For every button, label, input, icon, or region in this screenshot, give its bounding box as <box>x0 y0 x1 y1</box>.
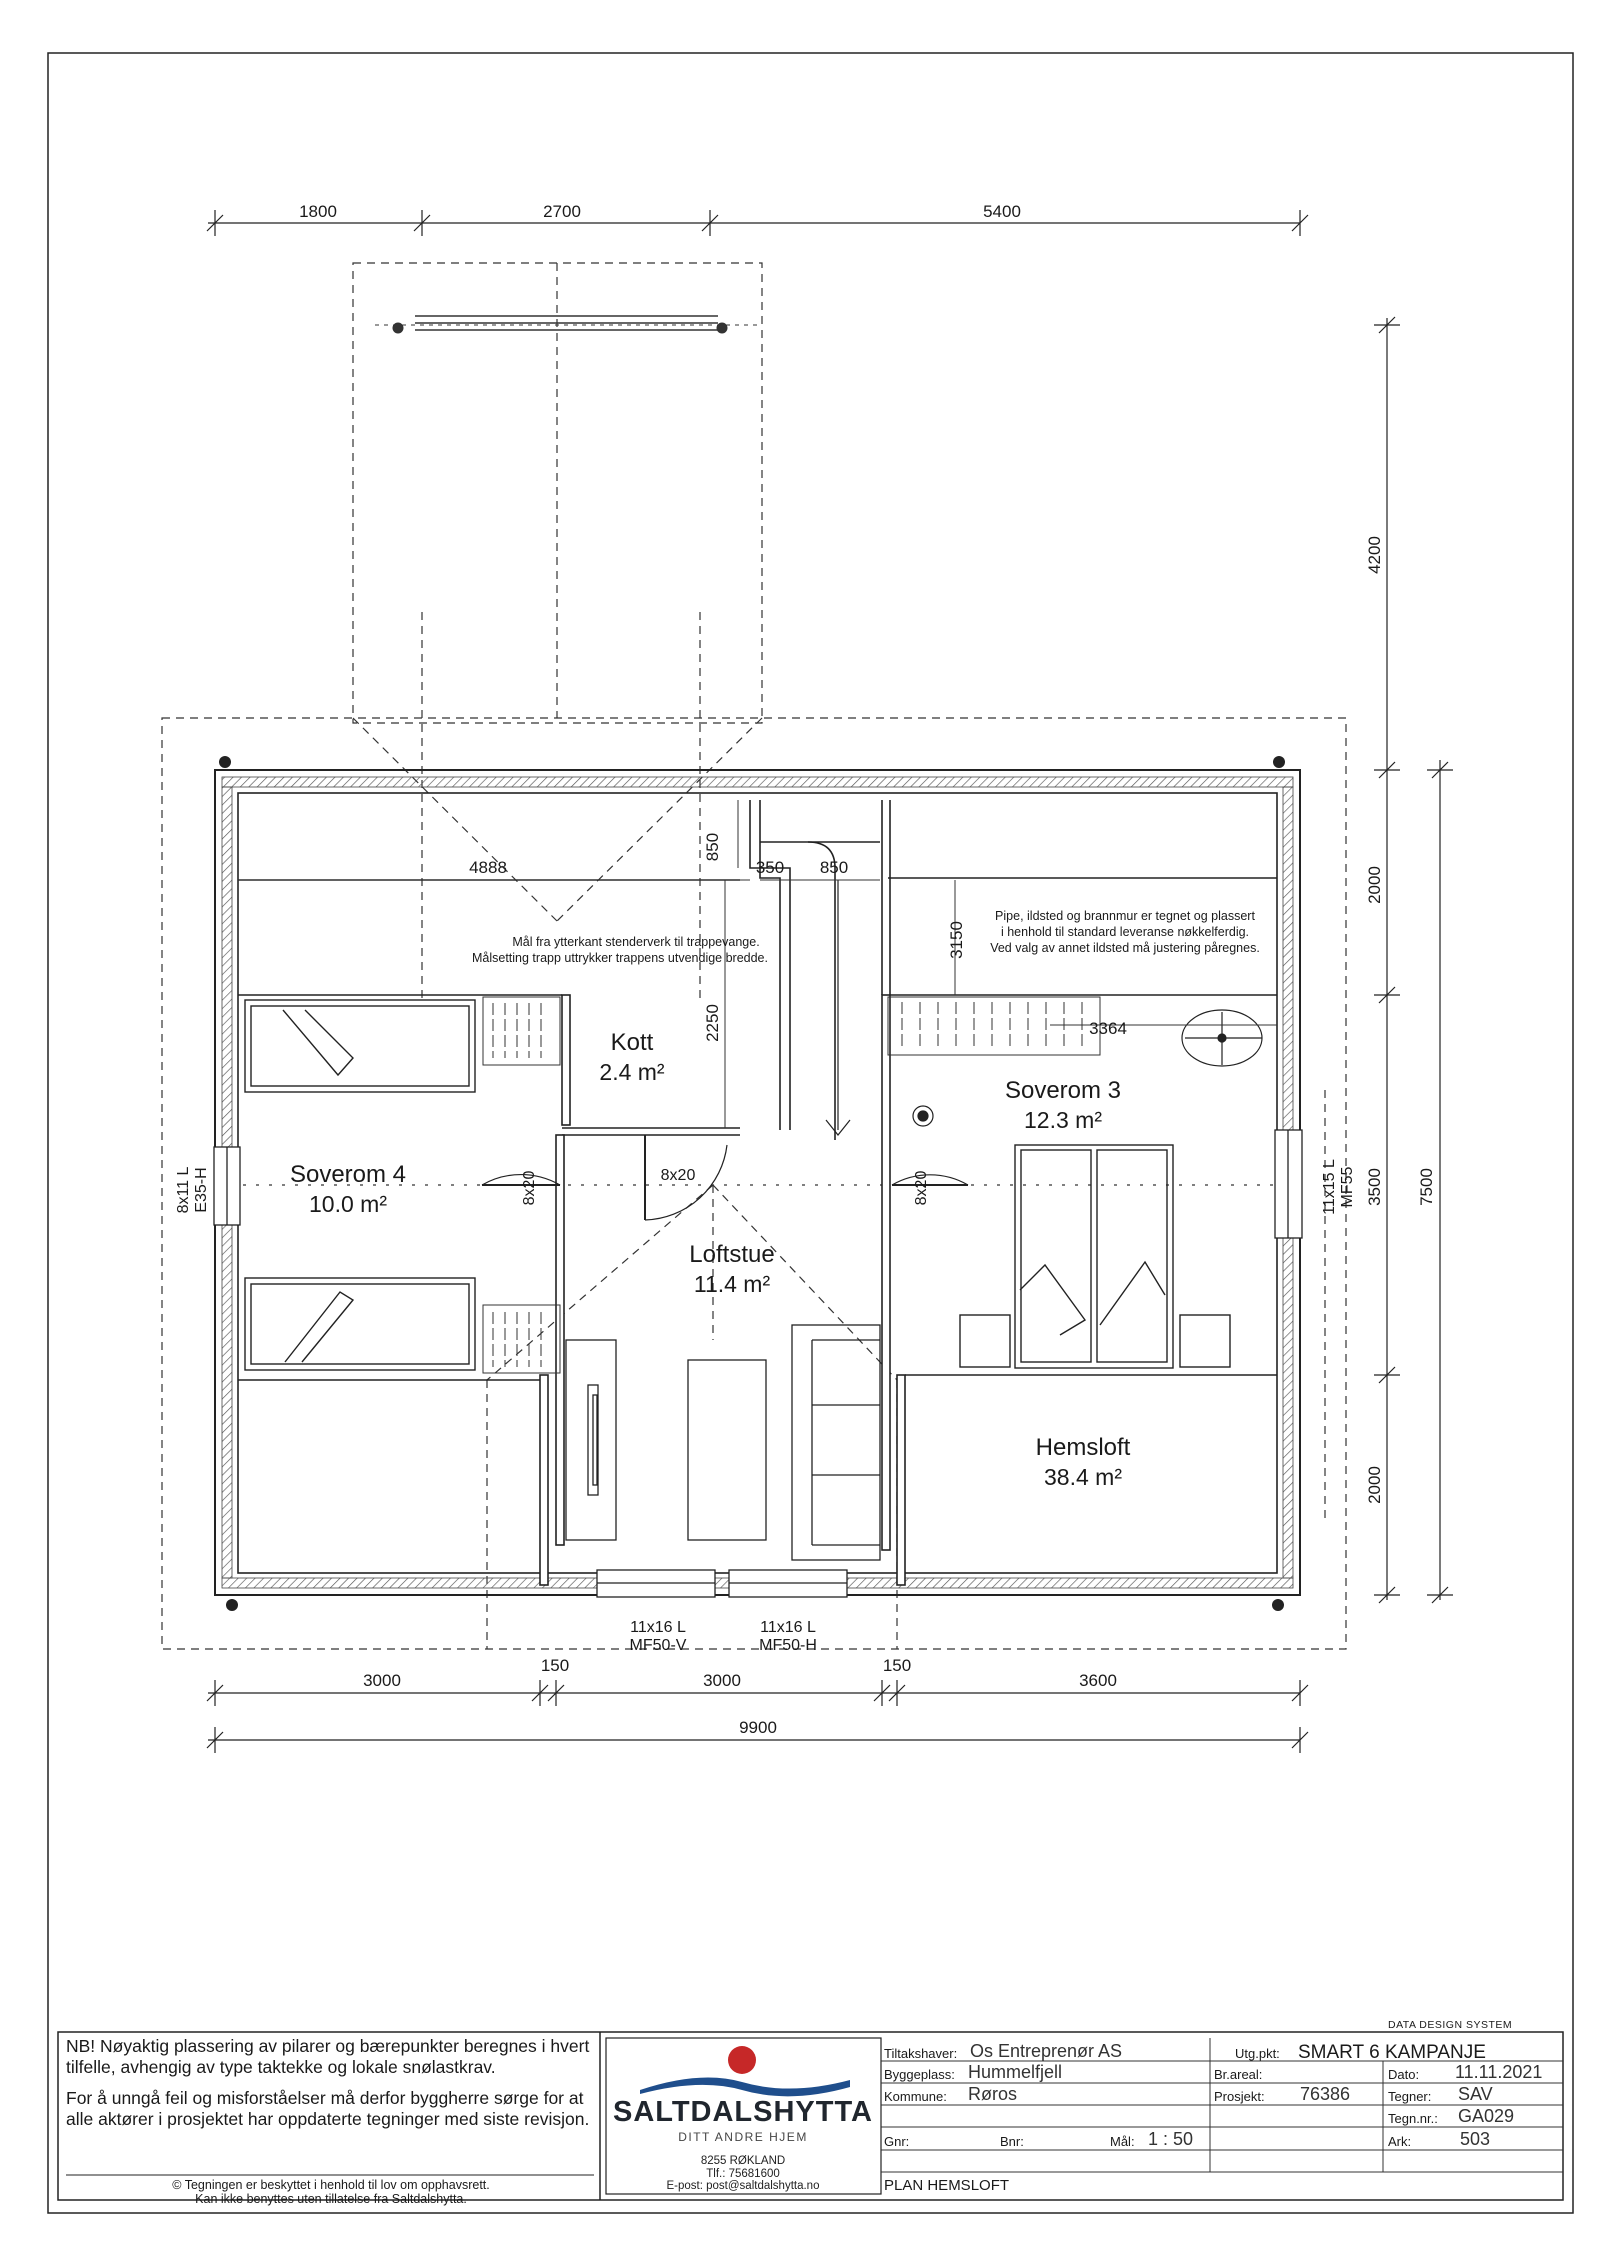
window-bottom-right-line1: 11x16 L <box>760 1619 816 1636</box>
dim-top-2: 2700 <box>543 202 581 221</box>
door-label-kott: 8x20 <box>660 1167 696 1184</box>
room-area-soverom-3: 12.3 m² <box>1024 1107 1102 1133</box>
dim-bottom-3: 3000 <box>703 1671 741 1690</box>
room-area-kott: 2.4 m² <box>599 1059 665 1085</box>
tegnnr-value: GA029 <box>1458 2106 1515 2126</box>
window-right-line2: MF55 <box>1339 1166 1356 1208</box>
room-name-soverom-4: Soverom 4 <box>289 1161 407 1188</box>
dim-bottom-1: 3000 <box>363 1671 401 1690</box>
window-left-line1: 8x11 L <box>175 1166 192 1214</box>
note-revision: For å unngå feil og misforståelser må derfor byggherre sørge for at alle aktører i prosjektet har oppdaterte tegninger med siste revisjon. <box>66 2088 590 2129</box>
dim-top-1: 1800 <box>299 202 337 221</box>
room-area-hemsloft: 38.4 m² <box>1044 1464 1122 1490</box>
chimney-note-line3: Ved valg av annet ildsted må justering påregnes. <box>990 941 1260 955</box>
stair-arrow <box>826 880 850 1135</box>
mal-value: 1 : 50 <box>1148 2129 1194 2149</box>
gnr-label: Gnr: <box>884 2134 910 2149</box>
window-left-line2: E35-H <box>193 1167 210 1213</box>
utgpkt-label: Utg.pkt: <box>1235 2046 1280 2061</box>
mal-label: Mål: <box>1110 2134 1135 2149</box>
byggeplass-value: Hummelfjell <box>968 2062 1063 2082</box>
room-name-loftstue: Loftstue <box>689 1241 775 1268</box>
prosjekt-value: 76386 <box>1300 2084 1351 2104</box>
kommune-value: Røros <box>968 2084 1017 2104</box>
utgpkt-value: SMART 6 KAMPANJE <box>1298 2042 1486 2063</box>
kommune-label: Kommune: <box>884 2089 947 2104</box>
dim-bottom-5: 3600 <box>1079 1671 1117 1690</box>
double-bed <box>960 1145 1230 1368</box>
logo-phone: Tlf.: 75681600 <box>706 2167 780 2180</box>
room-name-soverom-3: Soverom 3 <box>1004 1077 1122 1104</box>
tegnnr-label: Tegn.nr.: <box>1388 2111 1438 2126</box>
brareal-label: Br.areal: <box>1214 2067 1263 2082</box>
dato-label: Dato: <box>1388 2067 1420 2082</box>
copyright-line1: © Tegningen er beskyttet i henhold til lov om opphavsrett. <box>172 2178 490 2192</box>
logo-address <box>612 2155 874 2193</box>
ark-value: 503 <box>1460 2129 1491 2149</box>
door-label-soverom-3: 8x20 <box>913 1170 930 1206</box>
logo-email: E-post: post@saltdalshytta.no <box>666 2180 820 2192</box>
dim-bottom-4: 150 <box>882 1656 912 1675</box>
dim-2250: 2250 <box>703 1004 722 1042</box>
room-name-hemsloft: Hemsloft <box>1035 1434 1131 1461</box>
copyright-line2: Kan ikke benyttes uten tillatelse fra Saltdalshytta. <box>195 2192 467 2206</box>
byggeplass-label: Byggeplass: <box>884 2067 955 2082</box>
chimney-note-line1: Pipe, ildsted og brannmur er tegnet og plassert <box>995 909 1255 923</box>
prosjekt-label: Prosjekt: <box>1214 2089 1265 2104</box>
stair-note-line1: Mål fra ytterkant stenderverk til trappevange. <box>512 935 760 949</box>
chimney-note-line2: i henhold til standard leveranse nøkkelferdig. <box>1000 925 1250 939</box>
dim-chains <box>207 210 1453 1753</box>
stair-note-line2: Målsetting trapp uttrykker trappens utvendige bredde. <box>471 951 769 965</box>
dim-right-7500: 7500 <box>1417 1168 1436 1206</box>
dim-right-4200: 4200 <box>1365 536 1384 574</box>
data-design-system-label: DATA DESIGN SYSTEM <box>1388 2019 1513 2031</box>
legal-notes <box>66 2036 596 2140</box>
room-name-kott: Kott <box>610 1029 654 1056</box>
dim-right-2000a: 2000 <box>1365 866 1384 904</box>
tegner-label: Tegner: <box>1388 2089 1432 2104</box>
drawing-title: PLAN HEMSLOFT <box>884 2177 1010 2194</box>
tegner-value: SAV <box>1458 2084 1493 2104</box>
dim-right-2000b: 2000 <box>1365 1466 1384 1504</box>
dim-3150: 3150 <box>947 921 966 959</box>
loftstue-furniture <box>566 1325 880 1560</box>
logo-slogan: DITT ANDRE HJEM <box>678 2130 808 2144</box>
dim-total-width: 9900 <box>739 1718 777 1737</box>
saltdalshytta-logo-mark <box>640 2046 850 2096</box>
ark-label: Ark: <box>1388 2134 1412 2149</box>
window-bottom-left-line1: 11x16 L <box>630 1619 686 1636</box>
copyright-notice <box>66 2178 596 2206</box>
dim-350: 350 <box>755 858 785 877</box>
dim-bottom-2: 150 <box>540 1656 570 1675</box>
logo-address-line1: 8255 RØKLAND <box>700 2155 786 2167</box>
window-bottom-left-line2: MF50-V <box>629 1637 687 1654</box>
door-label-soverom-4: 8x20 <box>521 1170 538 1206</box>
tiltakshaver-value: Os Entreprenør AS <box>970 2041 1123 2061</box>
dim-850-vertical: 850 <box>703 832 722 862</box>
dim-850: 850 <box>819 858 849 877</box>
dim-4888: 4888 <box>469 858 507 877</box>
logo-name: SALTDALSHYTTA <box>612 2096 873 2128</box>
dato-value: 11.11.2021 <box>1455 2062 1543 2082</box>
sheet-border <box>48 53 1573 2213</box>
dim-top-3: 5400 <box>983 202 1021 221</box>
note-pillars: NB! Nøyaktig plassering av pilarer og bærepunkter beregnes i hvert tilfelle, avhengig av type taktekke og lokale snølastkrav. <box>66 2036 590 2077</box>
room-area-soverom-4: 10.0 m² <box>309 1191 387 1217</box>
door-swings <box>482 1135 968 1220</box>
tiltakshaver-label: Tiltakshaver: <box>884 2046 958 2061</box>
dim-3364: 3364 <box>1089 1019 1127 1038</box>
window-bottom-right-line2: MF50-H <box>759 1637 817 1654</box>
room-area-loftstue: 11.4 m² <box>693 1271 771 1297</box>
window-right-line1: 11x15 L <box>1321 1159 1338 1215</box>
stair-rail <box>375 316 758 333</box>
dim-right-3500: 3500 <box>1365 1168 1384 1206</box>
bnr-label: Bnr: <box>1000 2134 1024 2149</box>
